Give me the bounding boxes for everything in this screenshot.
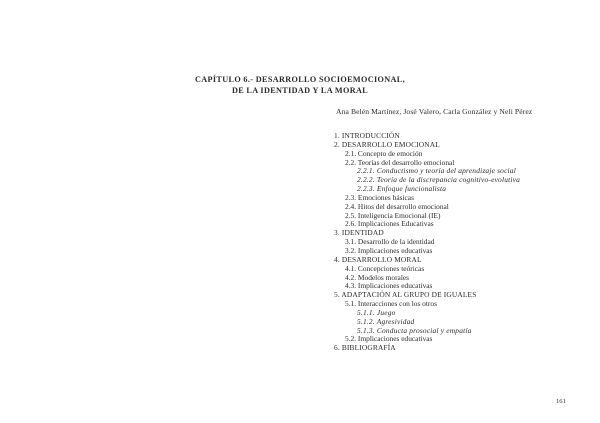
toc-item: 5.1.2. Agresividad: [357, 316, 415, 326]
toc-item: 3.2. Implicaciones educativas: [345, 245, 433, 255]
authors: Ana Belén Martínez, José Valero, Carla González y Neli Pérez: [336, 107, 533, 116]
toc-item: 4.2. Modelos morales: [345, 272, 410, 282]
toc-item: 5.1.1. Juego: [357, 307, 396, 317]
chapter-title: [150, 74, 450, 96]
toc-item: 2.3. Emociones básicas: [345, 192, 414, 202]
toc-item: 6. BIBLIOGRAFÍA: [334, 343, 396, 353]
toc-item: 2.6. Implicaciones Educativas: [345, 219, 434, 229]
chapter-title-line-2: DE LA IDENTIDAD Y LA MORAL: [231, 86, 369, 95]
toc-item: 2.2.3. Enfoque funcionalista: [357, 184, 447, 194]
toc-item: 5. ADAPTACIÓN AL GRUPO DE IGUALES: [334, 290, 477, 300]
toc-item: 5.1.3. Conducta prosocial y empatía: [357, 325, 472, 335]
toc-item: 2.2.2. Teoría de la discrepancia cognitivo-evolutiva: [357, 175, 520, 185]
toc-item: 2.4. Hitos del desarrollo emocional: [345, 201, 449, 211]
toc-item: 4.1. Concepciones teóricas: [345, 263, 425, 273]
toc-item: 2. DESARROLLO EMOCIONAL: [334, 139, 440, 149]
toc-item: 3.1. Desarrollo de la identidad: [345, 237, 435, 247]
toc-item: 4.3. Implicaciones educativas: [345, 281, 433, 291]
page-number: 161: [556, 398, 566, 405]
toc-item: 5.2. Implicaciones educativas: [345, 334, 433, 344]
table-of-contents: [334, 132, 584, 353]
toc-item: 2.1. Concepto de emoción: [345, 148, 423, 158]
toc-item: 2.5. Inteligencia Emocional (IE): [345, 210, 441, 220]
toc-item: 5.1. Interacciones con los otros: [345, 299, 437, 309]
toc-item: 3. IDENTIDAD: [334, 228, 384, 238]
toc-item: 2.2. Teorías del desarrollo emocional: [345, 157, 455, 167]
toc-item: 4. DESARROLLO MORAL: [334, 254, 422, 264]
toc-item: 1. INTRODUCCIÓN: [334, 131, 400, 140]
chapter-title-line-1: CAPÍTULO 6.- DESARROLLO SOCIOEMOCIONAL,: [195, 75, 405, 84]
toc-item: 2.2.1. Conductismo y teoría del aprendizaje social: [357, 166, 516, 176]
